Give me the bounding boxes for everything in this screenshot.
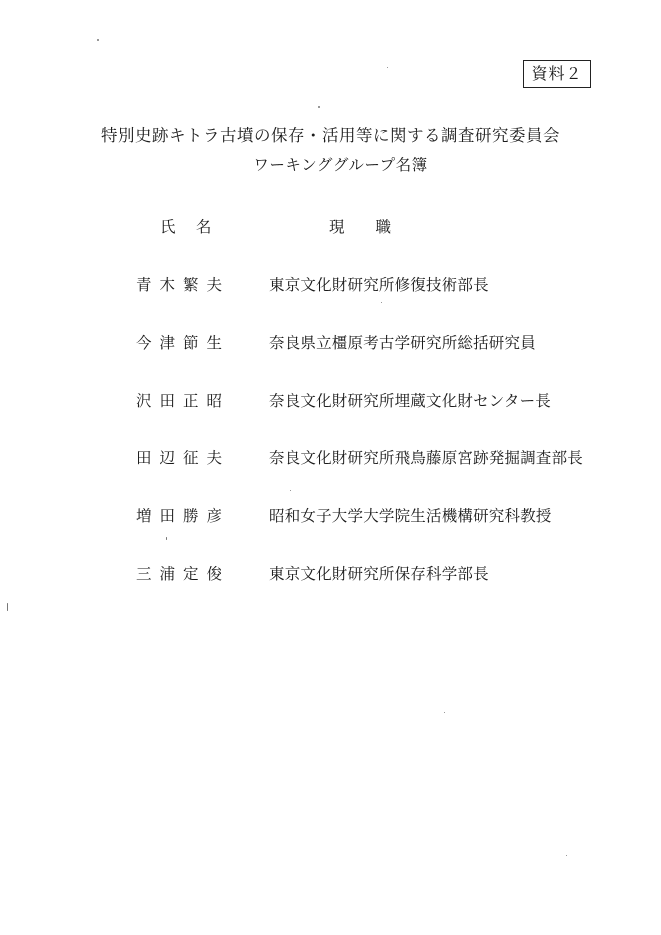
column-header-position: 現 職 <box>329 218 392 236</box>
member-position: 奈良文化財研究所飛鳥藤原宮跡発掘調査部長 <box>269 449 584 467</box>
member-position: 奈良県立橿原考古学研究所総括研究員 <box>269 334 536 352</box>
scan-speck <box>166 537 167 540</box>
document-label-box: 資料２ <box>523 60 591 88</box>
scan-speck <box>290 490 291 491</box>
member-position: 東京文化財研究所保存科学部長 <box>269 565 489 583</box>
column-header-name: 氏 名 <box>160 218 212 236</box>
document-subtitle: ワーキンググループ名簿 <box>253 156 428 174</box>
scan-speck <box>387 67 388 68</box>
scan-speck <box>7 603 8 611</box>
scan-speck <box>381 302 382 303</box>
scan-speck <box>318 106 320 108</box>
member-position: 東京文化財研究所修復技術部長 <box>269 276 489 294</box>
scan-speck <box>444 712 445 713</box>
document-title: 特別史跡キトラ古墳の保存・活用等に関する調査研究委員会 <box>101 126 560 145</box>
member-position: 奈良文化財研究所埋蔵文化財センター長 <box>269 392 551 410</box>
scan-speck <box>97 39 99 41</box>
member-name: 今津節生 <box>136 334 231 352</box>
member-name: 青木繁夫 <box>136 276 231 294</box>
member-name: 増田勝彦 <box>136 507 231 525</box>
member-name: 沢田正昭 <box>136 392 231 410</box>
member-name: 田辺征夫 <box>136 449 231 467</box>
scan-speck <box>566 855 567 856</box>
member-name: 三浦定俊 <box>136 565 231 583</box>
member-position: 昭和女子大学大学院生活機構研究科教授 <box>269 507 552 525</box>
